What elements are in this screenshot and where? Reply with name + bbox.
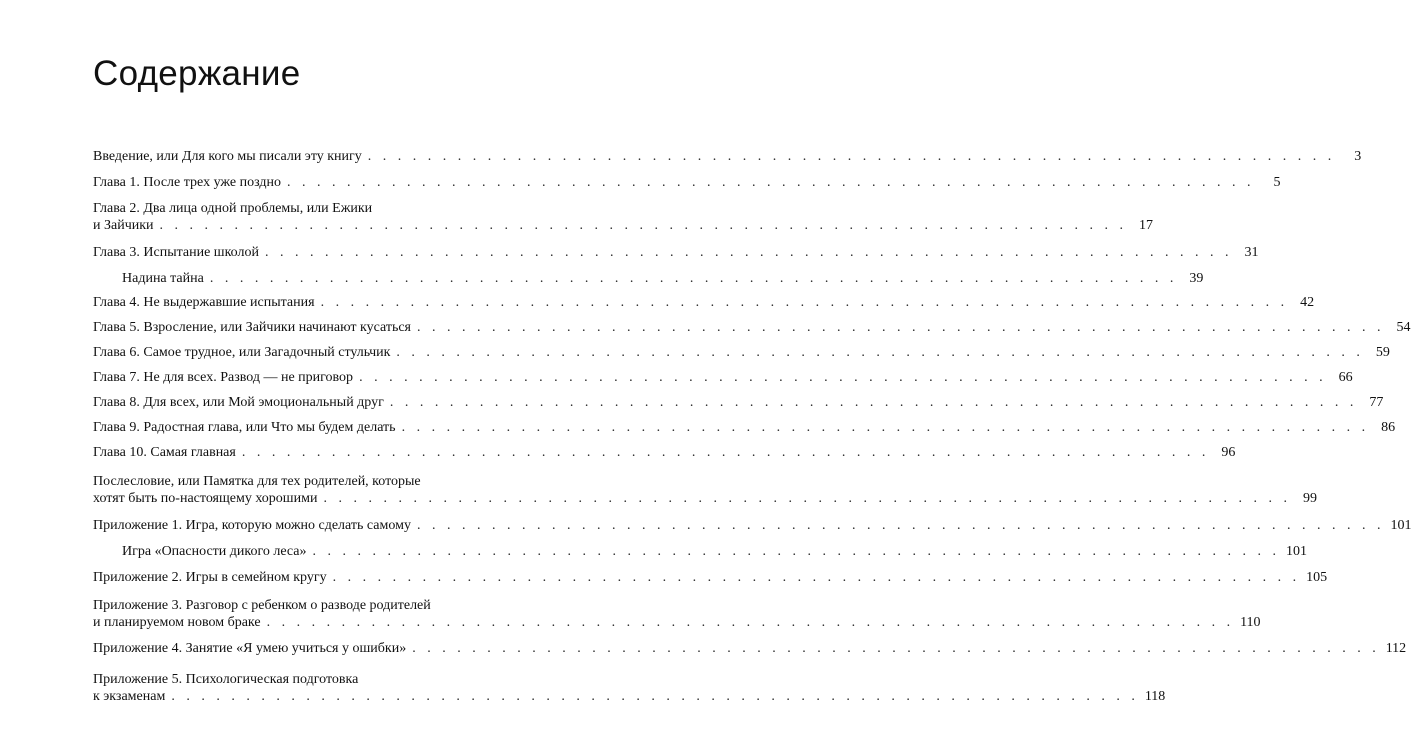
toc-entry-title: Глава 9. Радостная глава, или Что мы будем делать xyxy=(93,420,396,435)
dot-leader: . . . . . . . . . . . . . . . . . . . . . . . . . . . . . . . . . . . . . . . . . . . . . . . . . . . . . . . . . . . . . . . . . xyxy=(264,245,1233,260)
toc-entry-title: Игра «Опасности дикого леса» xyxy=(122,544,307,559)
page-title: Содержание xyxy=(93,54,301,93)
toc-page-number: 42 xyxy=(1300,295,1315,310)
toc-page-number: 5 xyxy=(1273,175,1281,190)
toc-page-number: 110 xyxy=(1240,615,1261,630)
toc-entry-title: Глава 2. Два лица одной проблемы, или Ежики xyxy=(93,201,373,216)
toc-page-number: 101 xyxy=(1286,544,1308,559)
toc-entry-title: Глава 3. Испытание школой xyxy=(93,245,259,260)
toc-page-number: 59 xyxy=(1375,345,1390,360)
toc-entry[interactable] xyxy=(93,174,1281,191)
toc-entry-title: Надина тайна xyxy=(122,271,204,286)
toc-page-number: 39 xyxy=(1189,271,1204,286)
toc-entry-title: к экзаменам xyxy=(93,689,166,704)
toc-entry-title: Глава 7. Не для всех. Развод — не приговор xyxy=(93,370,354,385)
toc-page-number: 77 xyxy=(1369,395,1384,410)
dot-leader: . . . . . . . . . . . . . . . . . . . . . . . . . . . . . . . . . . . . . . . . . . . . . . . . . . . . . . . . . . . . . . . . . xyxy=(171,689,1139,704)
dot-leader: . . . . . . . . . . . . . . . . . . . . . . . . . . . . . . . . . . . . . . . . . . . . . . . . . . . . . . . . . . . . . . . . . xyxy=(416,518,1385,533)
toc-entry[interactable] xyxy=(93,319,1411,336)
dot-leader: . . . . . . . . . . . . . . . . . . . . . . . . . . . . . . . . . . . . . . . . . . . . . . . . . . . . . . . . . . . . . . . . . xyxy=(159,218,1128,233)
dot-leader: . . . . . . . . . . . . . . . . . . . . . . . . . . . . . . . . . . . . . . . . . . . . . . . . . . . . . . . . . . . . . . . . . xyxy=(209,271,1178,286)
toc-entry-title: Приложение 2. Игры в семейном кругу xyxy=(93,570,327,585)
toc-entry[interactable] xyxy=(93,569,1328,586)
toc-page-number: 99 xyxy=(1302,491,1317,506)
toc-page-number: 101 xyxy=(1390,518,1411,533)
dot-leader: . . . . . . . . . . . . . . . . . . . . . . . . . . . . . . . . . . . . . . . . . . . . . . . . . . . . . . . . . . . . . . . . . xyxy=(332,570,1301,585)
dot-leader: . . . . . . . . . . . . . . . . . . . . . . . . . . . . . . . . . . . . . . . . . . . . . . . . . . . . . . . . . . . . . . . . . xyxy=(323,491,1291,506)
toc-entry-title: Приложение 1. Игра, которую можно сделать самому xyxy=(93,518,411,533)
toc-entry-title: и Зайчики xyxy=(93,218,154,233)
toc-page-number: 3 xyxy=(1354,149,1362,164)
toc-entry[interactable] xyxy=(93,394,1384,411)
toc-entry-title: Глава 5. Взросление, или Зайчики начинают кусаться xyxy=(93,320,412,335)
toc-entry[interactable] xyxy=(93,473,1317,507)
dot-leader: . . . . . . . . . . . . . . . . . . . . . . . . . . . . . . . . . . . . . . . . . . . . . . . . . . . . . . . . . . . . . . . . . xyxy=(417,320,1385,335)
dot-leader: . . . . . . . . . . . . . . . . . . . . . . . . . . . . . . . . . . . . . . . . . . . . . . . . . . . . . . . . . . . . . . . . . xyxy=(401,420,1370,435)
toc-page-number: 54 xyxy=(1396,320,1411,335)
toc-entry-title: и планируемом новом браке xyxy=(93,615,261,630)
toc-page-number: 66 xyxy=(1338,370,1353,385)
toc-entry-title: Глава 6. Самое трудное, или Загадочный стульчик xyxy=(93,345,391,360)
toc-subentry[interactable] xyxy=(93,270,1204,287)
toc-entry-title: Приложение 3. Разговор с ребенком о разводе родителей xyxy=(93,598,431,613)
toc-entry-title: Глава 1. После трех уже поздно xyxy=(93,175,281,190)
toc-page-number: 86 xyxy=(1381,420,1396,435)
toc-entry[interactable] xyxy=(93,344,1390,361)
toc-entry-title: Глава 8. Для всех, или Мой эмоциональный друг xyxy=(93,395,384,410)
toc-entry[interactable] xyxy=(93,294,1315,311)
dot-leader: . . . . . . . . . . . . . . . . . . . . . . . . . . . . . . . . . . . . . . . . . . . . . . . . . . . . . . . . . . . . . . . . . xyxy=(367,149,1336,164)
dot-leader: . . . . . . . . . . . . . . . . . . . . . . . . . . . . . . . . . . . . . . . . . . . . . . . . . . . . . . . . . . . . . . . . . xyxy=(412,641,1380,656)
toc-page-number: 118 xyxy=(1144,689,1166,704)
toc-entry[interactable] xyxy=(93,671,1166,705)
toc-entry[interactable] xyxy=(93,640,1407,657)
toc-page-number: 112 xyxy=(1385,641,1407,656)
toc-entry[interactable] xyxy=(93,148,1362,165)
toc-page-number: 17 xyxy=(1139,218,1154,233)
toc-entry[interactable] xyxy=(93,244,1259,261)
toc-entry-title: Приложение 5. Психологическая подготовка xyxy=(93,672,359,687)
toc-entry-title: хотят быть по-настоящему хорошими xyxy=(93,491,318,506)
toc-entry-title: Глава 10. Самая главная xyxy=(93,445,236,460)
toc-entry[interactable] xyxy=(93,517,1411,534)
dot-leader: . . . . . . . . . . . . . . . . . . . . . . . . . . . . . . . . . . . . . . . . . . . . . . . . . . . . . . . . . . . . . . . . . xyxy=(320,295,1289,310)
toc-page-number: 96 xyxy=(1221,445,1236,460)
dot-leader: . . . . . . . . . . . . . . . . . . . . . . . . . . . . . . . . . . . . . . . . . . . . . . . . . . . . . . . . . . . . . . . . . xyxy=(389,395,1358,410)
toc-entry-title: Введение, или Для кого мы писали эту книгу xyxy=(93,149,362,164)
dot-leader: . . . . . . . . . . . . . . . . . . . . . . . . . . . . . . . . . . . . . . . . . . . . . . . . . . . . . . . . . . . . . . . . . xyxy=(359,370,1327,385)
dot-leader: . . . . . . . . . . . . . . . . . . . . . . . . . . . . . . . . . . . . . . . . . . . . . . . . . . . . . . . . . . . . . . . . . xyxy=(241,445,1210,460)
dot-leader: . . . . . . . . . . . . . . . . . . . . . . . . . . . . . . . . . . . . . . . . . . . . . . . . . . . . . . . . . . . . . . . . . xyxy=(396,345,1364,360)
toc-entry-title: Приложение 4. Занятие «Я умею учиться у ошибки» xyxy=(93,641,407,656)
toc-entry-title: Глава 4. Не выдержавшие испытания xyxy=(93,295,315,310)
dot-leader: . . . . . . . . . . . . . . . . . . . . . . . . . . . . . . . . . . . . . . . . . . . . . . . . . . . . . . . . . . . . . . . . . xyxy=(286,175,1255,190)
toc-entry[interactable] xyxy=(93,369,1353,386)
dot-leader: . . . . . . . . . . . . . . . . . . . . . . . . . . . . . . . . . . . . . . . . . . . . . . . . . . . . . . . . . . . . . . . . . xyxy=(312,544,1281,559)
toc-page-number: 31 xyxy=(1244,245,1259,260)
table-of-contents xyxy=(93,140,1411,705)
dot-leader: . . . . . . . . . . . . . . . . . . . . . . . . . . . . . . . . . . . . . . . . . . . . . . . . . . . . . . . . . . . . . . . . . xyxy=(266,615,1235,630)
toc-entry[interactable] xyxy=(93,200,1154,234)
toc-entry[interactable] xyxy=(93,444,1236,461)
toc-entry-title: Послесловие, или Памятка для тех родителей, которые xyxy=(93,474,421,489)
toc-entry[interactable] xyxy=(93,597,1261,631)
toc-entry[interactable] xyxy=(93,419,1396,436)
toc-page-number: 105 xyxy=(1306,570,1328,585)
toc-subentry[interactable] xyxy=(93,543,1308,560)
